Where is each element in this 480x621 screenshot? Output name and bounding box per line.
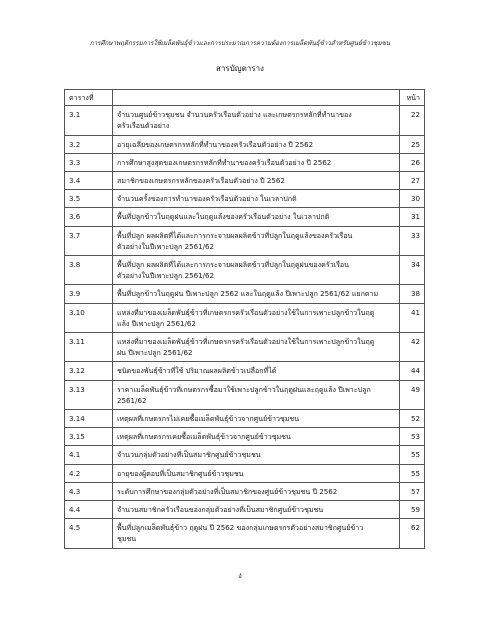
table-description: [113, 208, 400, 226]
table-description: [113, 464, 400, 482]
table-number: 3.11: [65, 333, 113, 362]
description-line: จำนวนสมาชิกครัวเรือนของกลุ่มตัวอย่างที่เป็นสมาชิกศูนย์ข้าวชุมชน: [117, 505, 324, 515]
page-number-cell: 55: [400, 446, 425, 464]
table-description: [113, 362, 400, 380]
page-number-cell: 57: [400, 482, 425, 500]
page-number: ง: [238, 571, 242, 580]
page-number-cell: 55: [400, 464, 425, 482]
table-row[interactable]: [65, 446, 425, 464]
table-row[interactable]: [65, 256, 425, 285]
table-row[interactable]: [65, 464, 425, 482]
description-line: สมาชิกของเกษตรกรหลักของครัวเรือนตัวอย่าง ปี 2562: [117, 176, 285, 186]
table-description: [113, 380, 400, 409]
table-row[interactable]: [65, 362, 425, 380]
table-row[interactable]: [65, 501, 425, 519]
description-line: ชนิดของพันธุ์ข้าวที่ใช้ ปริมาณผลผลิตข้าวเปลือกที่ได้: [117, 366, 277, 376]
table-row[interactable]: [65, 519, 425, 548]
table-number: 3.15: [65, 428, 113, 446]
table-number: 3.4: [65, 172, 113, 190]
page-number-cell: 59: [400, 501, 425, 519]
table-description: [113, 501, 400, 519]
table-description: [113, 190, 400, 208]
table-description: [113, 446, 400, 464]
table-description: [113, 135, 400, 153]
table-description: [113, 106, 400, 135]
description-line: ครัวเรือนตัวอย่าง: [117, 121, 170, 131]
table-row[interactable]: [65, 285, 425, 303]
table-number: 3.7: [65, 226, 113, 255]
table-description: [113, 410, 400, 428]
table-number: 3.12: [65, 362, 113, 380]
table-row[interactable]: [65, 106, 425, 135]
page-number-cell: 30: [400, 190, 425, 208]
page-number-cell: 27: [400, 172, 425, 190]
running-header: การศึกษาพฤติกรรมการใช้เมล็ดพันธุ์ข้าวและการประมาณการความต้องการเมล็ดพันธุ์ข้าวสำหรับศูนย์ข้าวชุมชน: [89, 40, 391, 47]
page-number-cell: 38: [400, 285, 425, 303]
description-line: พื้นที่ปลูกข้าวในฤดูฝนและในฤดูแล้งของครัวเรือนตัวอย่าง ในเวลาปกติ: [117, 212, 330, 222]
table-of-tables: [64, 89, 425, 549]
description-line: จำนวนศูนย์ข้าวชุมชน จำนวนครัวเรือนตัวอย่าง และเกษตรกรหลักที่ทำนาของ: [117, 110, 352, 120]
table-number: 3.14: [65, 410, 113, 428]
table-row[interactable]: [65, 410, 425, 428]
table-number: 3.3: [65, 153, 113, 171]
table-description: [113, 333, 400, 362]
page-number-cell: 44: [400, 362, 425, 380]
table-description: [113, 428, 400, 446]
description-line: ชุมชน: [117, 534, 137, 544]
description-line: พื้นที่ปลูก ผลผลิตที่ได้และการกระจายผลผลิตข้าวที่ปลูกในฤดูแล้งของครัวเรือน: [117, 230, 353, 240]
column-header-page: หน้า: [400, 90, 425, 106]
description-line: พื้นที่ปลูกเมล็ดพันธุ์ข้าว ฤดูฝน ปี 2562 ของกลุ่มเกษตรกรตัวอย่างสมาชิกศูนย์ข้าว: [117, 523, 364, 533]
table-number: 4.1: [65, 446, 113, 464]
table-row[interactable]: [65, 303, 425, 332]
table-description: [113, 256, 400, 285]
table-row[interactable]: [65, 208, 425, 226]
table-number: 3.8: [65, 256, 113, 285]
description-line: เหตุผลที่เกษตรกรไม่เคยซื้อเมล็ดพันธุ์ข้าวจากศูนย์ข้าวชุมชน: [117, 414, 300, 424]
page-number-cell: 25: [400, 135, 425, 153]
table-description: [113, 303, 400, 332]
page-number-cell: 62: [400, 519, 425, 548]
table-number: 4.4: [65, 501, 113, 519]
table-body: [65, 106, 425, 548]
description-line: 2561/62: [117, 395, 147, 405]
table-number: 3.13: [65, 380, 113, 409]
table-row[interactable]: [65, 172, 425, 190]
page-number-cell: 33: [400, 226, 425, 255]
page-title: สารบัญตาราง: [216, 64, 264, 73]
column-header-description: [113, 90, 400, 106]
description-line: ระดับการศึกษาของกลุ่มตัวอย่างที่เป็นสมาชิกของศูนย์ข้าวชุมชน ปี 2562: [117, 486, 338, 496]
description-line: จำนวนครั้งของการทำนาของครัวเรือนตัวอย่าง ในเวลาปกติ: [117, 194, 297, 204]
table-description: [113, 226, 400, 255]
description-line: ฝน ปีเพาะปลูก 2561/62: [117, 348, 193, 358]
description-line: อายุเฉลี่ยของเกษตรกรหลักที่ทำนาของครัวเรือนตัวอย่าง ปี 2562: [117, 139, 314, 149]
description-line: เหตุผลที่เกษตรกรเคยซื้อเมล็ดพันธุ์ข้าวจากศูนย์ข้าวชุมชน: [117, 432, 291, 442]
table-row[interactable]: [65, 190, 425, 208]
page-number-cell: 53: [400, 428, 425, 446]
table-description: [113, 172, 400, 190]
column-header-table-number: ตารางที่: [65, 90, 113, 106]
table-row[interactable]: [65, 333, 425, 362]
table-description: [113, 153, 400, 171]
page-number-cell: 26: [400, 153, 425, 171]
page-number-cell: 52: [400, 410, 425, 428]
table-row[interactable]: [65, 380, 425, 409]
page-number-cell: 34: [400, 256, 425, 285]
table-number: 3.1: [65, 106, 113, 135]
table-number: 3.5: [65, 190, 113, 208]
description-line: อายุของผู้ตอบที่เป็นสมาชิกศูนย์ข้าวชุมชน: [117, 468, 244, 478]
description-line: แหล่งที่มาของเมล็ดพันธุ์ข้าวที่เกษตรกรครัวเรือนตัวอย่างใช้ในการเพาะปลูกข้าวในฤดู: [117, 307, 375, 317]
table-description: [113, 519, 400, 548]
table-description: [113, 285, 400, 303]
table-number: 3.10: [65, 303, 113, 332]
description-line: จำนวนกลุ่มตัวอย่างที่เป็นสมาชิกศูนย์ข้าวชุมชน: [117, 450, 261, 460]
table-row[interactable]: [65, 226, 425, 255]
page-number-cell: 42: [400, 333, 425, 362]
table-number: 4.3: [65, 482, 113, 500]
page-number-cell: 49: [400, 380, 425, 409]
page-number-cell: 31: [400, 208, 425, 226]
table-number: 4.2: [65, 464, 113, 482]
description-line: การศึกษาสูงสุดของเกษตรกรหลักที่ทำนาของครัวเรือนตัวอย่าง ปี 2562: [117, 157, 332, 167]
table-number: 4.5: [65, 519, 113, 548]
description-line: ตัวอย่างในปีเพาะปลูก 2561/62: [117, 241, 215, 251]
table-row[interactable]: [65, 153, 425, 171]
table-number: 3.6: [65, 208, 113, 226]
table-row[interactable]: [65, 428, 425, 446]
description-line: ราคาเมล็ดพันธุ์ข้าวที่เกษตรกรซื้อมาใช้เพาะปลูกข้าวในฤดูฝนและฤดูแล้ง ปีเพาะปลูก: [117, 384, 371, 394]
description-line: พื้นที่ปลูก ผลผลิตที่ได้และการกระจายผลผลิตข้าวที่ปลูกในฤดูฝนของครัวเรือน: [117, 260, 350, 270]
table-description: [113, 482, 400, 500]
table-header-row: [65, 90, 425, 106]
table-number: 3.2: [65, 135, 113, 153]
page-number-cell: 41: [400, 303, 425, 332]
description-line: แหล่งที่มาของเมล็ดพันธุ์ข้าวที่เกษตรกรครัวเรือนตัวอย่างใช้ในการเพาะปลูกข้าวในฤดู: [117, 337, 375, 347]
table-row[interactable]: [65, 135, 425, 153]
table-row[interactable]: [65, 482, 425, 500]
description-line: แล้ง ปีเพาะปลูก 2561/62: [117, 318, 196, 328]
page-number-cell: 22: [400, 106, 425, 135]
description-line: ตัวอย่างในปีเพาะปลูก 2561/62: [117, 271, 215, 281]
table-number: 3.9: [65, 285, 113, 303]
description-line: พื้นที่ปลูกข้าวในฤดูฝน ปีเพาะปลูก 2562 และในฤดูแล้ง ปีเพาะปลูก 2561/62 แยกตาม: [117, 289, 379, 299]
